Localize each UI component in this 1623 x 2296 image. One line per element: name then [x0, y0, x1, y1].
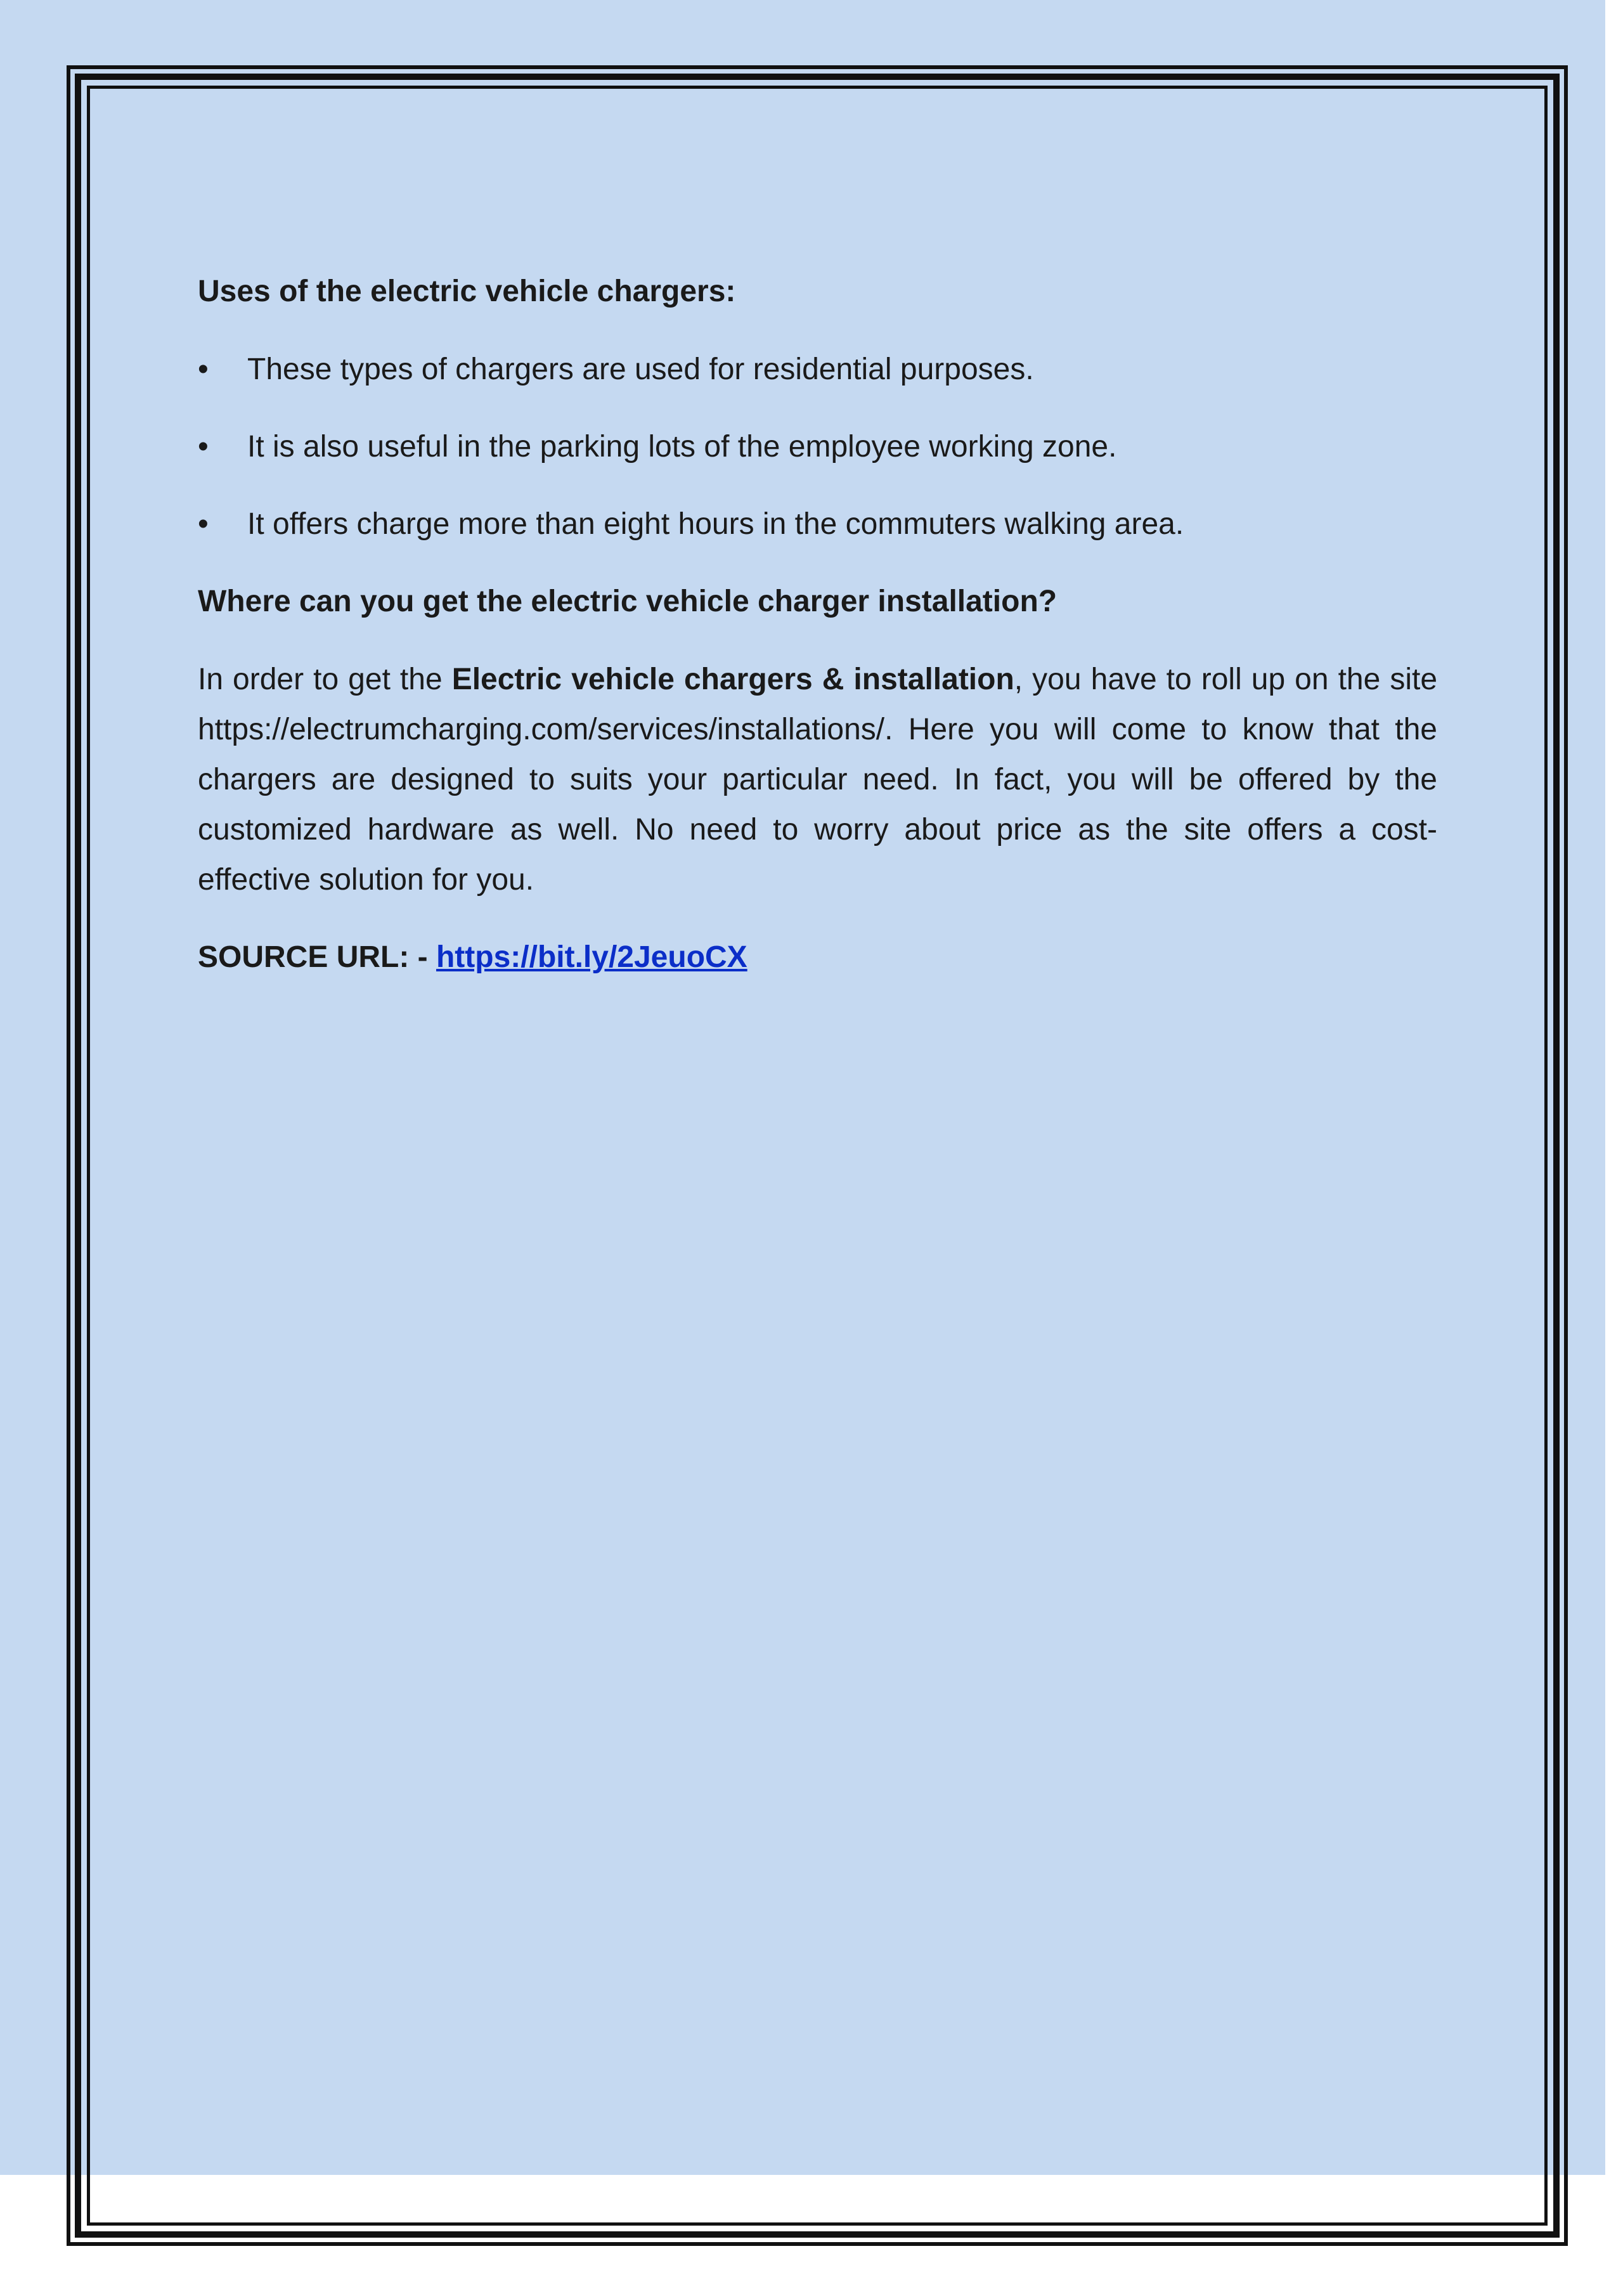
list-item [198, 344, 1437, 394]
list-item-text: It offers charge more than eight hours in the commuters walking area. [247, 507, 1184, 541]
bullet-icon: • [198, 430, 209, 464]
paragraph-rest: , you have to roll up on the site https://electrumcharging.com/services/installations/. Here you will come to know that the chargers are designed to suits your particular need. In fact, you will be offered by the customized hardware as well. No need to worry about price as the site offers a cost-effective solution for you. [198, 663, 1438, 897]
list-item [198, 422, 1437, 472]
source-link[interactable]: https://bit.ly/2JeuoCX [436, 940, 747, 974]
source-line [198, 932, 1437, 982]
list-item-text: These types of chargers are used for residential purposes. [247, 353, 1034, 386]
document-body [198, 266, 1437, 982]
bullet-icon: • [198, 507, 209, 541]
list-item-text: It is also useful in the parking lots of the employee working zone. [247, 430, 1117, 464]
installation-heading: Where can you get the electric vehicle charger installation? [198, 585, 1057, 618]
bullet-icon: • [198, 353, 209, 386]
source-label: SOURCE URL: - [198, 940, 436, 974]
uses-heading: Uses of the electric vehicle chargers: [198, 275, 736, 308]
list-item [198, 499, 1437, 549]
uses-list [198, 344, 1437, 549]
installation-paragraph [198, 654, 1437, 905]
paragraph-bold-phrase: Electric vehicle chargers & installation [451, 663, 1014, 696]
paragraph-lead: In order to get the [198, 663, 452, 696]
